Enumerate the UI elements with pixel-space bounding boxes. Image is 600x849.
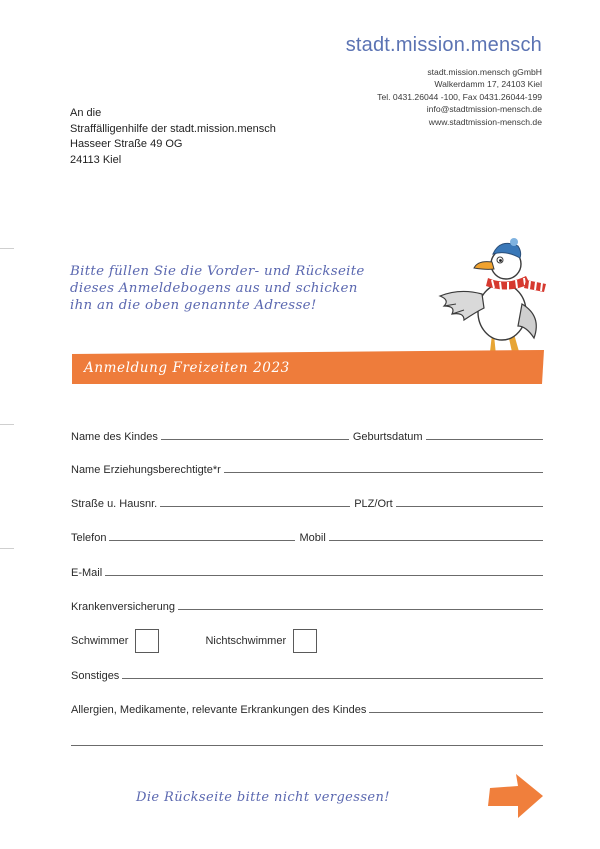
telefon-field[interactable] bbox=[109, 540, 295, 541]
plz-ort-label: PLZ/Ort bbox=[354, 498, 393, 510]
row-sonstiges bbox=[71, 666, 543, 682]
intro-line: ihn an die oben genannte Adresse! bbox=[70, 298, 317, 313]
recipient-address bbox=[70, 106, 276, 168]
kranken-label: Krankenversicherung bbox=[71, 601, 175, 613]
sender-line: Tel. 0431.26044 -100, Fax 0431.26044-199 bbox=[377, 91, 542, 102]
fold-mark-middle bbox=[0, 424, 14, 425]
geburtsdatum-field[interactable] bbox=[426, 439, 543, 440]
allergien-label: Allergien, Medikamente, relevante Erkrankungen des Kindes bbox=[71, 704, 367, 716]
email-field[interactable] bbox=[105, 575, 543, 576]
row-erziehungsberechtigte bbox=[71, 460, 543, 476]
sonstiges-label: Sonstiges bbox=[71, 670, 120, 682]
sender-address bbox=[377, 66, 542, 128]
name-kind-field[interactable] bbox=[161, 439, 349, 440]
sonstiges-field[interactable] bbox=[122, 678, 543, 679]
row-name-geburtsdatum bbox=[71, 427, 543, 443]
kranken-field[interactable] bbox=[178, 609, 543, 610]
strasse-label: Straße u. Hausnr. bbox=[71, 498, 158, 510]
row-schwimmer bbox=[71, 628, 543, 654]
schwimmer-label: Schwimmer bbox=[71, 635, 129, 647]
row-strasse-plz bbox=[71, 494, 543, 510]
recipient-line: 24113 Kiel bbox=[70, 153, 122, 166]
allergien-field-extra-line[interactable] bbox=[71, 745, 543, 746]
banner-title: Anmeldung Freizeiten 2023 bbox=[84, 360, 290, 376]
brand-logo: stadt.mission.mensch bbox=[345, 34, 542, 56]
sender-line: stadt.mission.mensch gGmbH bbox=[427, 67, 542, 77]
name-erz-label: Name Erziehungsberechtigte*r bbox=[71, 464, 221, 476]
mobil-label: Mobil bbox=[299, 532, 326, 544]
fold-mark-top bbox=[0, 248, 14, 249]
row-allergien bbox=[71, 700, 543, 716]
schwimmer-checkbox[interactable] bbox=[135, 629, 159, 653]
name-kind-label: Name des Kindes bbox=[71, 431, 158, 443]
allergien-field[interactable] bbox=[369, 712, 543, 713]
seagull-mascot-illustration bbox=[430, 234, 560, 369]
recipient-line: Straffälligenhilfe der stadt.mission.mensch bbox=[70, 122, 276, 135]
sender-line: www.stadtmission-mensch.de bbox=[428, 116, 542, 127]
footer-reminder: Die Rückseite bitte nicht vergessen! bbox=[136, 790, 390, 805]
fold-mark-bottom bbox=[0, 548, 14, 549]
nichtschwimmer-label: Nichtschwimmer bbox=[205, 635, 287, 647]
intro-text bbox=[70, 263, 450, 314]
intro-line: Bitte füllen Sie die Vorder- und Rückseite bbox=[70, 264, 365, 279]
arrow-right-icon bbox=[488, 772, 544, 825]
sender-line: info@stadtmission-mensch.de bbox=[426, 104, 542, 115]
row-telefon-mobil bbox=[71, 528, 543, 544]
recipient-line: An die bbox=[70, 107, 102, 119]
name-erz-field[interactable] bbox=[224, 472, 543, 473]
intro-line: dieses Anmeldebogens aus und schicken bbox=[70, 281, 358, 296]
row-email bbox=[71, 563, 543, 579]
strasse-field[interactable] bbox=[160, 506, 350, 507]
registration-banner bbox=[72, 350, 544, 386]
nichtschwimmer-checkbox[interactable] bbox=[293, 629, 317, 653]
plz-ort-field[interactable] bbox=[396, 506, 543, 507]
geburtsdatum-label: Geburtsdatum bbox=[352, 431, 423, 443]
recipient-line: Hasseer Straße 49 OG bbox=[70, 138, 183, 151]
row-krankenversicherung bbox=[71, 597, 543, 613]
email-label: E-Mail bbox=[71, 567, 103, 579]
telefon-label: Telefon bbox=[71, 532, 107, 544]
mobil-field[interactable] bbox=[329, 540, 543, 541]
sender-line: Walkerdamm 17, 24103 Kiel bbox=[434, 79, 542, 90]
